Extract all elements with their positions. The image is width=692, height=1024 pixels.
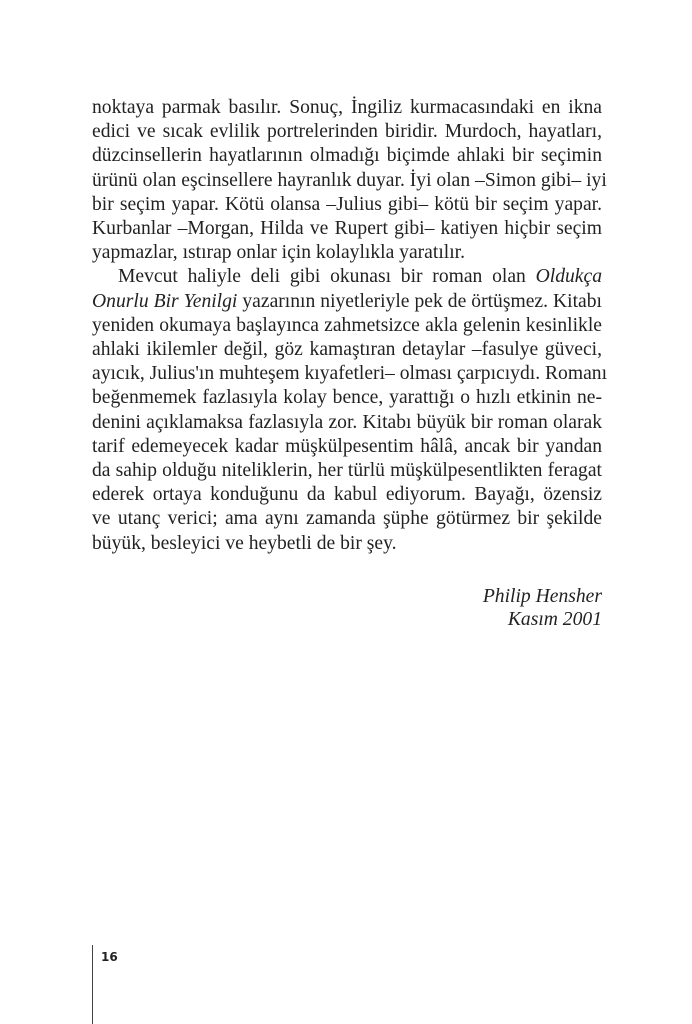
- text-line: [92, 290, 602, 314]
- book-title-part: Onurlu Bir Yenilgi: [92, 290, 238, 312]
- text-span: yazarının niyetleriyle pek de örtüşmez. Kitabı: [237, 290, 602, 312]
- text-line: bir seçim yapar. Kötü olansa –Julius gibi– kötü bir seçim yapar.: [92, 193, 602, 215]
- text-line: yeniden okumaya başlayınca zahmetsizce akla gelenin kesinlikle: [92, 314, 602, 336]
- text-line: edici ve sıcak evlilik portrelerinden biridir. Murdoch, hayatları,: [92, 121, 602, 143]
- text-line: tarif edemeyecek kadar müşkülpesentim hâlâ, ancak bir yandan: [92, 435, 602, 457]
- text-line: büyük, besleyici ve heybetli de bir şey.: [92, 532, 397, 554]
- text-line: da sahip olduğu niteliklerin, her türlü müşkülpesentlikten feragat: [92, 460, 602, 482]
- text-line: ederek ortaya konduğunu da kabul ediyorum. Bayağı, özensiz: [92, 484, 602, 506]
- text-line: denini açıklamaksa fazlasıyla zor. Kitabı büyük bir roman olarak: [92, 411, 602, 433]
- margin-rule: [92, 945, 93, 1024]
- text-line: beğenmemek fazlasıyla kolay bence, yarattığı o hızlı etkinin ne-: [92, 387, 602, 409]
- signature-date: Kasım 2001: [507, 609, 602, 630]
- signature-author: Philip Hensher: [482, 586, 602, 607]
- text-line: noktaya parmak basılır. Sonuç, İngiliz kurmacasındaki en ikna: [92, 97, 602, 118]
- signature: [302, 585, 602, 631]
- text-line: düzcinsellerin hayatlarının olmadığı biçimde ahlaki bir seçimin: [92, 145, 602, 167]
- text-line: yapmazlar, ıstırap onlar için kolaylıkla yaratılır.: [92, 242, 465, 264]
- body-text: [92, 96, 608, 556]
- text-line: ayıcık, Julius'ın muhteşem kıyafetleri– olması çarpıcıydı. Romanı: [92, 363, 608, 385]
- text-line: ürünü olan eşcinsellere hayranlık duyar. İyi olan –Simon gibi– iyi: [92, 169, 607, 191]
- text-line: Kurbanlar –Morgan, Hilda ve Rupert gibi– katiyen hiçbir seçim: [92, 218, 602, 240]
- text-span: Mevcut haliyle deli gibi okunası bir roman olan: [118, 266, 536, 288]
- text-line: ve utanç verici; ama aynı zamanda şüphe götürmez bir şekilde: [92, 508, 602, 530]
- page-number: 16: [101, 950, 118, 964]
- book-title-part: Oldukça: [535, 266, 602, 288]
- text-line: ahlaki ikilemler değil, göz kamaştıran detaylar –fasulye güveci,: [92, 339, 602, 361]
- text-line: [92, 265, 602, 289]
